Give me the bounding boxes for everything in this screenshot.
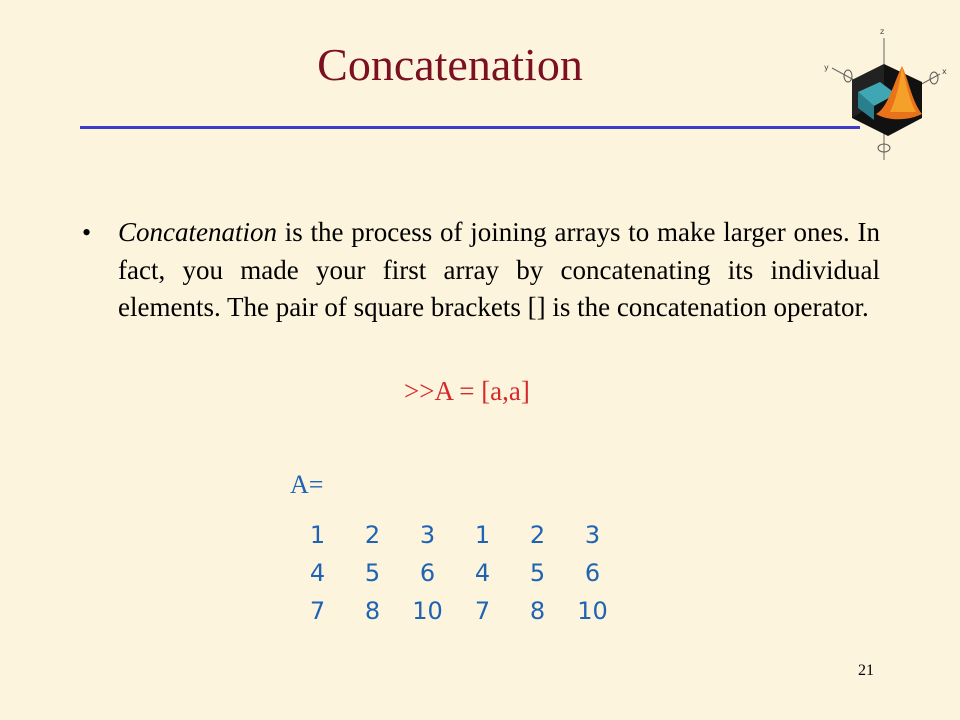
slide-title: Concatenation <box>317 39 583 90</box>
matrix-cell: 1 <box>474 521 491 549</box>
matrix-cell: 10 <box>412 597 443 625</box>
matrix-row <box>290 516 620 554</box>
matrix-cell: 2 <box>529 521 546 549</box>
matrix-row <box>290 592 620 630</box>
matrix-cell: 3 <box>419 521 436 549</box>
matrix-cell: 6 <box>419 559 436 587</box>
matrix-cell: 1 <box>309 521 326 549</box>
matrix-row <box>290 554 620 592</box>
bullet-body: is the process of joining arrays to make larger ones. In fact, you made your first array by concatenating its individual elements. The pair of square brackets [] is the concatenation operator. <box>118 217 880 322</box>
bullet-term: Concatenation <box>118 217 277 247</box>
matrix-cell: 2 <box>364 521 381 549</box>
bullet-marker: • <box>82 218 92 247</box>
bullet-text <box>118 214 880 327</box>
matrix-cell: 7 <box>474 597 491 625</box>
result-matrix <box>290 516 620 630</box>
matrix-cell: 5 <box>364 559 381 587</box>
matrix-cell: 4 <box>474 559 491 587</box>
svg-text:x: x <box>942 67 947 76</box>
matrix-cell: 10 <box>577 597 608 625</box>
result-label: A= <box>290 470 324 499</box>
title-underline <box>80 126 860 129</box>
matlab-command: >>A = [a,a] <box>404 376 530 406</box>
svg-text:z: z <box>880 27 885 36</box>
matrix-cell: 8 <box>364 597 381 625</box>
matrix-cell: 3 <box>584 521 601 549</box>
page-number: 21 <box>858 662 874 679</box>
matrix-cell: 7 <box>309 597 326 625</box>
svg-text:y: y <box>824 63 829 72</box>
matrix-cell: 4 <box>309 559 326 587</box>
matrix-cell: 5 <box>529 559 546 587</box>
matrix-cell: 6 <box>584 559 601 587</box>
matlab-logo-icon <box>818 22 950 166</box>
matrix-cell: 8 <box>529 597 546 625</box>
